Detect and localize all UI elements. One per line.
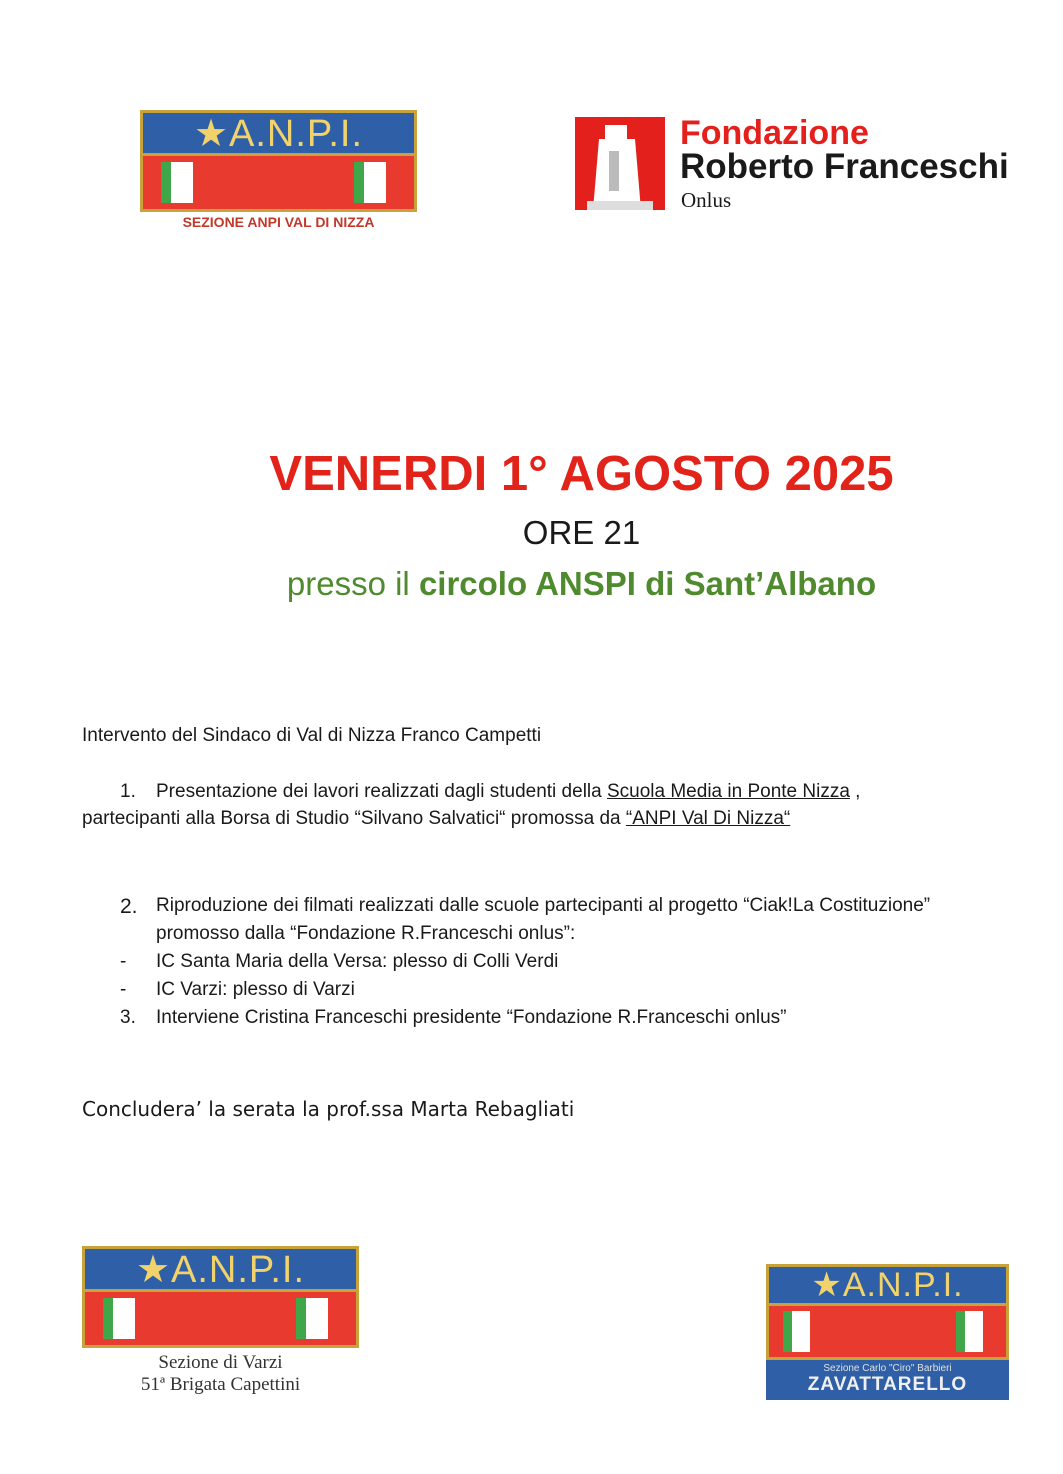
closing-line: Concludera’ la serata la prof.ssa Marta Rebagliati [82,1097,575,1121]
anpi-val-di-nizza-link[interactable]: “ANPI Val Di Nizza“ [625,808,791,829]
italian-flag-icon [783,1311,819,1352]
item3-line: Interviene Cristina Franceschi presidente “Fondazione R.Franceschi onlus” [156,1007,787,1028]
anpi-logo-caption-line2: ZAVATTARELLO [807,1374,968,1395]
anpi-logo-title: ★A.N.P.I. [135,1248,306,1291]
item2-line2: promosso dalla “Fondazione R.Franceschi onlus”: [156,923,576,944]
anpi-varzi-logo [82,1246,359,1401]
anpi-logo-banner [766,1264,1009,1306]
item1-text-b: , [849,781,861,802]
item2-line1: Riproduzione dei filmati realizzati dalle scuole partecipanti al progetto “Ciak!La Costituzione” [156,895,931,916]
fondazione-line3: Onlus [681,188,732,212]
event-venue [0,565,1063,603]
item1-text-a: Presentazione dei lavori realizzati dagli studenti della [156,781,607,802]
anpi-logo-flags [82,1292,359,1348]
anpi-logo-title: ★A.N.P.I. [193,112,364,155]
italian-flag-icon [103,1298,145,1339]
fondazione-line2: Roberto Franceschi [680,147,1009,186]
intro-line: Intervento del Sindaco di Val di Nizza Franco Campetti [82,725,542,746]
item2-number: 2. [120,895,138,918]
anpi-zavattarello-logo [766,1264,1009,1400]
italian-flag-icon [956,1311,992,1352]
anpi-logo-flags [140,156,417,212]
italian-flag-icon [354,162,396,203]
event-time: ORE 21 [522,514,641,551]
fondazione-line1: Fondazione [680,114,869,152]
italian-flag-icon [161,162,203,203]
bullet-dash: - [120,979,127,1000]
venue-prefix: presso il [286,565,419,602]
item1-text-c: partecipanti alla Borsa di Studio “Silvano Salvatici“ promossa da [82,808,626,829]
italian-flag-icon [296,1298,338,1339]
anpi-logo-caption-band [766,1360,1009,1400]
anpi-logo-caption-line1: Sezione di Varzi [158,1352,283,1373]
anpi-logo-caption-line1: Sezione Carlo "Ciro" Barbieri [823,1363,952,1374]
anpi-logo-caption-line2: 51ª Brigata Capettini [140,1374,301,1395]
anpi-logo-flags [766,1306,1009,1360]
bullet2: IC Varzi: plesso di Varzi [156,979,355,1000]
anpi-logo-title: ★A.N.P.I. [811,1266,964,1304]
anpi-val-di-nizza-logo [140,110,417,235]
bullet-dash: - [120,951,127,972]
item1-number: 1. [120,781,136,802]
bullet1: IC Santa Maria della Versa: plesso di Colli Verdi [156,951,559,972]
event-date: VENERDI 1° AGOSTO 2025 [269,447,894,501]
anpi-logo-caption: SEZIONE ANPI VAL DI NIZZA [182,214,375,230]
anpi-logo-banner [82,1246,359,1292]
item1-line1 [156,781,860,803]
item3-number: 3. [120,1007,136,1028]
anpi-logo-banner [140,110,417,156]
monument-icon [575,117,665,210]
venue-name: circolo ANSPI di Sant’Albano [418,565,877,602]
item1-line2 [82,808,790,830]
scuola-media-link[interactable]: Scuola Media in Ponte Nizza [606,781,850,802]
